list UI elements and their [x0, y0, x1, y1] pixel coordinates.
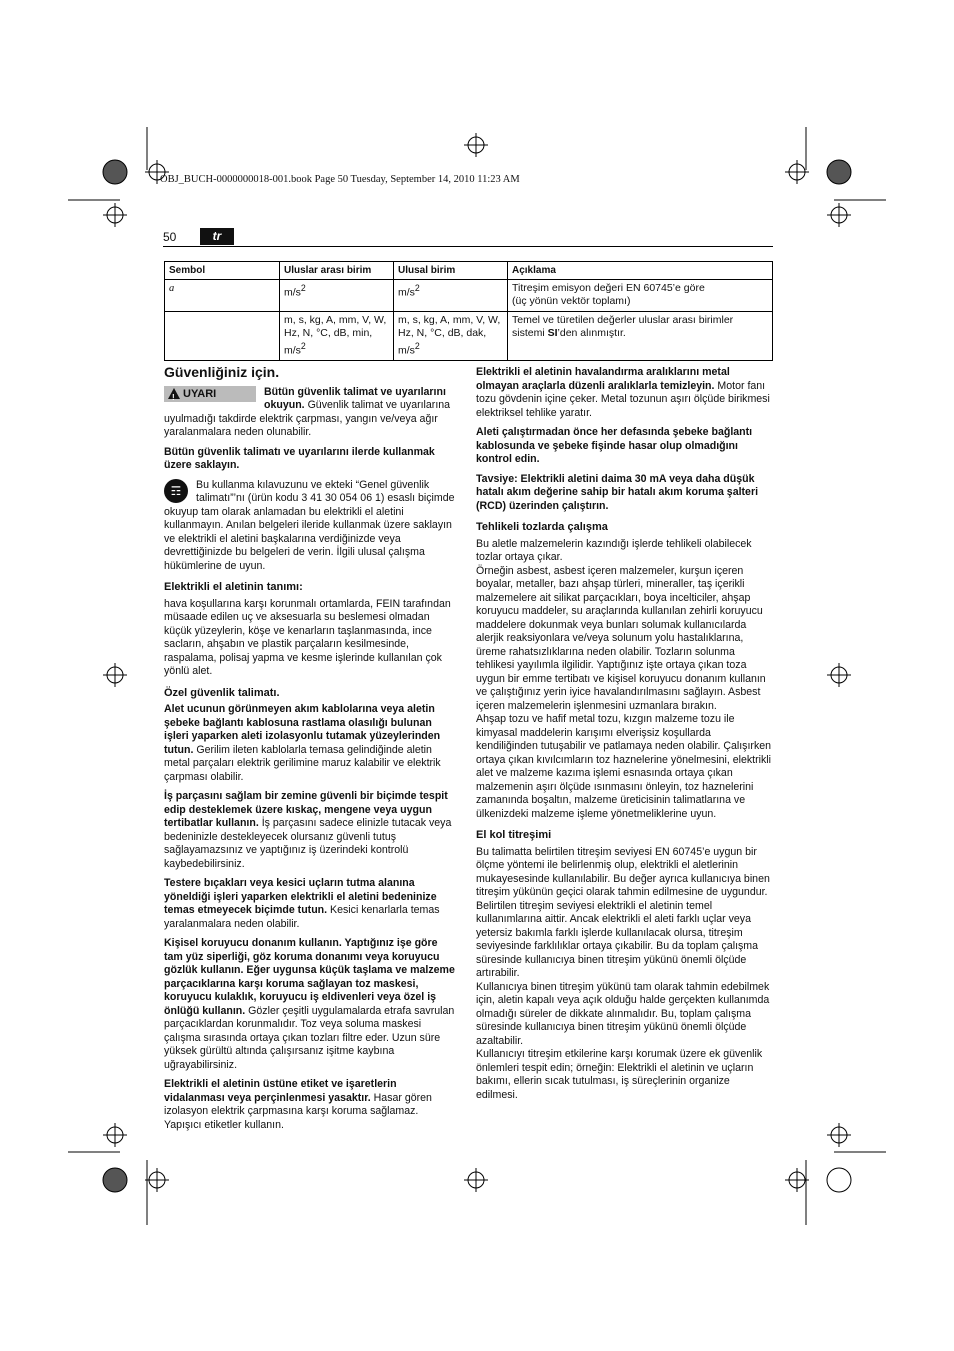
file-info-line: OBJ_BUCH-0000000018-001.book Page 50 Tuesday, September 14, 2010 11:23 AM	[160, 174, 520, 185]
heading-description: Elektrikli el aletinin tanımı:	[164, 581, 303, 593]
manual-paragraph	[164, 479, 456, 574]
warning-bold: Bütün güvenlik talimat ve uyarılarını okuyun.	[264, 385, 446, 411]
right-column	[476, 366, 772, 1108]
safety-paragraph	[164, 703, 456, 784]
dust-paragraph: Bu aletle malzemelerin kazındığı işlerde tehlikeli olabilecek tozlar ortaya çıkar.	[476, 537, 752, 563]
safety-paragraph	[476, 366, 772, 420]
language-tag: tr	[200, 228, 234, 245]
intl-unit-cell	[280, 312, 394, 361]
safety-text: İş parçasını sadece elinizle tutacak veya bedeninizle destekleyecek olursanız güvenli tutuş sağlayamazsınız ve yaptığınız iş üzerindeki kontrolü kaybedebilirsiniz.	[164, 817, 452, 870]
header-rule	[163, 246, 773, 247]
warning-icon: !	[168, 388, 180, 399]
table-header-cell: Açıklama	[508, 262, 773, 280]
units-table	[164, 261, 773, 361]
description-text: ’den alınmıştır.	[557, 327, 626, 339]
description-paragraph: hava koşullarına karşı korunmalı ortamlarda, FEIN tarafından müsaade edilen uç ve aksesuarla su beslemesi olmadan küçük yüzeylerin, köşe ve kenarların taşlanmasında, ince sacların, ahşabın ve plastik parçaların kesilmesinde, raspalama, polisaj yapma ve kesme işlerinde kullanılan çok yönlü alet.	[164, 597, 451, 677]
national-unit-cell	[394, 280, 508, 312]
manual-text: Bu kullanma kılavuzunu ve ekteki “Genel güvenlik talimatı”’nı (ürün kodu 3 41 30 054 06 1) esaslı biçimde okuyup tam olarak anlamadan bu elektrikli el aletini kullanmayın. Anılan belgeleri ileride kullanmak üzere saklayın ve elektrikli el aletini başkalarına verdiğinizde veya devrettiğinizde bu belgeleri de verin. İlgili ulusal çalışma hükümlerine de uyun.	[164, 478, 455, 572]
heading-dust: Tehlikeli tozlarda çalışma	[476, 521, 608, 533]
national-unit: m, s, kg, A, mm, V, W, Hz, N, °C, dB, dak, m/s	[398, 314, 501, 357]
exponent: 2	[300, 283, 306, 293]
warning-label: UYARI	[183, 387, 217, 400]
warning-badge	[164, 386, 256, 402]
exponent: 2	[414, 283, 420, 293]
exponent: 2	[414, 341, 420, 351]
table-header-cell: Ulusal birim	[394, 262, 508, 280]
read-manual-icon: ☶	[164, 479, 188, 503]
symbol-value: a	[169, 283, 175, 294]
warning-paragraph	[164, 386, 456, 440]
vibration-paragraph: Kullanıcıyı titreşim etkilerine karşı korumak üzere ek güvenlik önlemleri tespit edin; örneğin: Elektrikli el aletinin ve uçların bakımı, ellerin sıcak tutulması, iş süreçlerinin organize edilmesi.	[476, 1048, 763, 1101]
intl-unit: m/s	[284, 286, 301, 299]
safety-paragraph	[164, 790, 456, 871]
safety-text: Gözler çeşitli uygulamalarda etrafa savrulan parçacıklardan korunmalıdır. Toz veya soluma maskesi çalışma sırasında ortaya çıkan tozları filtre eder. Uzun süre yüksek gürültü altında çalışırsanız işitme kaybına uğrayabilirsiniz.	[164, 1004, 455, 1071]
safety-bold: İş parçasını sağlam bir zemine güvenli bir biçimde tespit edip desteklemek üzere kıskaç, mengene veya uygun tertibatlar kullanın.	[164, 790, 448, 829]
heading-special-safety: Özel güvenlik talimatı.	[164, 686, 280, 699]
description-text: Temel ve türetilen değerler uluslar arası birimler sistemi	[512, 314, 734, 339]
intl-unit-cell	[280, 280, 394, 312]
description-line: (üç yönün vektör toplamı)	[512, 295, 631, 307]
dust-paragraph: Örneğin asbest, asbest içeren malzemeler, kurşun içeren boyalar, metaller, bazı ahşap türleri, mineraller, taş içerikli malzemelere ait silikat parçacıkları, boya incelticiler, ahşap koruyucu maddeler, su araçlarında kullanılan zehirli koruyucu maddelere dokunmak veya bunları solumak kullanıcılarda alerjik reaksiyonlara ve/veya solunum yolu hastalıklarına, üreme rahatsızlıklarına neden olabilir. Tozların solunma tehlikesi yayılımla ilgilidir. Yaptığınız işte ortaya çıkan toza uygun bir emme tertibatı ve kişisel koruyucu donanım kullanın ve çalıştığınız yerin iyice havalandırılmasını sağlayın. Asbest içeren malzemelerin işlenmesini uzmanlara bırakın.	[476, 564, 766, 712]
table-header-cell: Uluslar arası birim	[280, 262, 394, 280]
heading-vibration: El kol titreşimi	[476, 829, 552, 841]
table-header-row	[165, 262, 773, 280]
vibration-paragraph: Belirtilen titreşim seviyesi elektrikli el aletinin temel kullanımlarına aittir. Ancak elektrikli el aleti farklı uçlar veya yetersiz bakımla farklı işlerde kullanılacak olursa, titreşim seviyesinde farklılıklar ortaya çıkabilir. Bu da toplam çalışma süresinde kullanıcıya binen titreşim yükünü önemli ölçüde artırabilir.	[476, 899, 759, 979]
safety-text: Motor fanı tozu gövdenin içine çeker. Metal tozunun aşırı ölçüde birikmesi elektriksel tehlike yaratır.	[476, 379, 770, 419]
table-row	[165, 280, 773, 312]
si-label: SI	[547, 327, 558, 339]
safety-bold: Kişisel koruyucu donanım kullanın. Yaptığınız işe göre tam yüz siperliği, göz koruma donanımı veya koruyucu gözlük kullanın. Eğer uygunsa küçük taşlama ve malzeme parçacıklarına karşı koruma sağlayan toz maskesi, koruyucu kulaklık, koruyucu iş eldivenleri veya özel iş önlüğü kullanın.	[164, 937, 455, 1017]
intl-unit: m, s, kg, A, mm, V, W, Hz, N, °C, dB, min, m/s	[284, 314, 387, 357]
description-cell	[508, 280, 773, 312]
safety-bold: Elektrikli el aletinin havalandırma aralıklarını metal olmayan araçlarla düzenli aralıklarla temizleyin.	[476, 366, 730, 392]
safety-paragraph	[164, 937, 456, 1072]
left-column	[164, 366, 456, 1138]
safety-text: Kesici kenarlarla temas yaralanmalara neden olabilir.	[164, 904, 440, 930]
vibration-paragraph: Kullanıcıya binen titreşim yükünü tam olarak tahmin edebilmek için, aletin kapalı veya açık olduğu halde gerçekten kullanımda olmadığı süreler de dikkate alınmalıdır. Bu, toplam çalışma süresinde kullanıcıya binen titreşim yükünü önemli ölçüde azaltabilir.	[476, 980, 770, 1047]
page-number: 50	[163, 230, 177, 244]
dust-paragraph: Ahşap tozu ve hafif metal tozu, kızgın malzeme tozu ile kimyasal maddelerin karışımı elverişsiz koşullarda kendiliğinden tutuşabilir ve patlamaya neden olabilir. Çalışırken ortaya çıkan kıvılcımların toz haznelerine yönelmesini, elektrikli alet ve malzeme kazıma işlemi esnasında ortaya çıkan malzemenin aşırı ölçüde ısınmasını önleyin, toz haznelerini zamanında boşaltın, malzeme üreticisinin talimatlarına ve ülkenizdeki malzeme işleme yönetmeliklerine uyun.	[476, 713, 772, 820]
national-unit: m/s	[398, 286, 415, 299]
symbol-cell	[165, 312, 280, 361]
section-title: Güvenliğiniz için.	[164, 364, 280, 380]
table-header-cell: Sembol	[165, 262, 280, 280]
safety-paragraph	[164, 1078, 456, 1132]
exponent: 2	[300, 341, 306, 351]
safety-text: Hasar gören izolasyon elektrik çarpmasına karşı koruma sağlamaz. Yapışıcı etiketler kullanın.	[164, 1091, 432, 1131]
recommendation-text: Tavsiye: Elektrikli aletini daima 30 mA veya daha düşük hatalı akım değerine sahip bir hatalı akım koruma şalteri (RCD) üzerinden çalıştırın.	[476, 472, 759, 512]
vibration-paragraph: Bu talimatta belirtilen titreşim seviyesi EN 60745’e uygun bir ölçme yöntemi ile belirlenmiş olup, elektrikli el aletlerinin mukayesesinde kullanılabilir. Bu değer ayrıca kullanıcıya binen titreşim yükünün geçici olarak tahmin edilmesine de uygundur.	[476, 845, 770, 898]
warning-text: Güvenlik talimat ve uyarılarına uyulmadığı takdirde elektrik çarpması, yangın ve/veya ağır yaralanmalara neden olunabilir.	[164, 399, 451, 438]
description-cell	[508, 312, 773, 361]
symbol-cell	[165, 280, 280, 312]
safety-bold: Aleti çalıştırmadan önce her defasında şebeke bağlantı kablosunda ve şebeke fişinde hasar olup olmadığını kontrol edin.	[476, 426, 753, 465]
description-line: Titreşim emisyon değeri EN 60745’e göre	[512, 282, 705, 294]
safety-text: Gerilim ileten kablolarla temasa gelindiğinde aletin metal parçaları elektrik gerilimine maruz kalabilir ve elektrik çarpması olabilir.	[164, 743, 441, 783]
keep-instructions-text: Bütün güvenlik talimatı ve uyarılarını ilerde kullanmak üzere saklayın.	[164, 445, 435, 471]
safety-paragraph	[476, 426, 772, 467]
safety-bold: Testere bıçakları veya kesici uçların tutma alanına yöneldiği işleri yaparken elektrikli el aletini bedeninize temas etmeyecek biçimde tutun.	[164, 877, 437, 916]
safety-bold: Alet ucunun görünmeyen akım kablolarına veya aletin şebeke bağlantı kablosuna rastlama olasılığı bulunan işleri yaparken aleti izolasyonlu tutamak yüzeylerinden tutun.	[164, 703, 441, 756]
national-unit-cell	[394, 312, 508, 361]
safety-bold: Elektrikli el aletinin üstüne etiket ve işaretlerin vidalanması veya perçinlenmesi yasaktır.	[164, 1078, 397, 1104]
keep-instructions	[164, 446, 456, 473]
safety-paragraph	[164, 877, 456, 931]
recommendation-paragraph	[476, 473, 772, 514]
table-row	[165, 312, 773, 361]
